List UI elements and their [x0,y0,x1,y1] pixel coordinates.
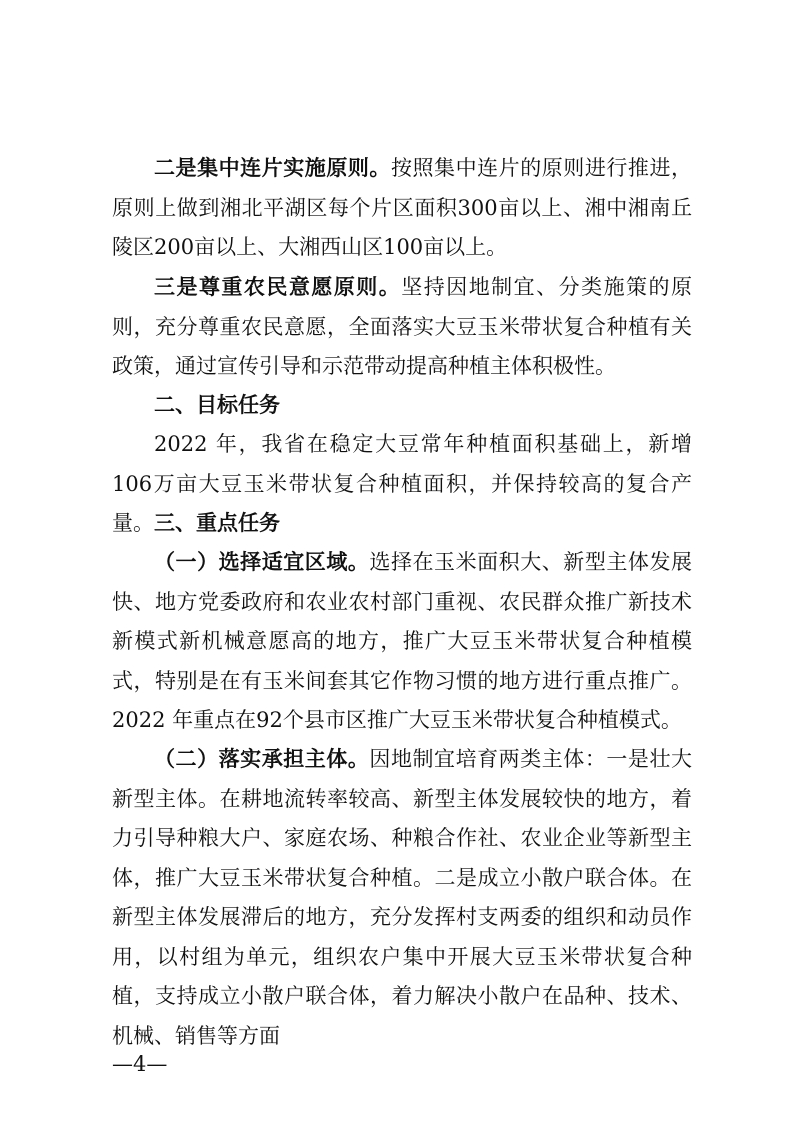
paragraph-lead: （一）选择适宜区域。 [154,550,370,574]
paragraph-body: 选择在玉米面积大、新型主体发展快、地方党委政府和农业农村部门重视、农民群众推广新技术新模式新机械意愿高的地方，推广大豆玉米带状复合种植模式，特别是在有玉米间套其它作物习惯的地方进行重点推广。2022 年重点在92个县市区推广大豆玉米带状复合种植模式。 [112,550,693,732]
section-heading-key-tasks: 三、重点任务 [154,511,280,535]
paragraph-body: 坚持因地制宜、分类施策的原则，充分尊重农民意愿，全面落实大豆玉米带状复合种植有关政策，通过宣传引导和示范带动提高种植主体积极性。 [112,275,693,378]
paragraph-body: 按照集中连片的原则进行推进，原则上做到湘北平湖区每个片区面积300亩以上、湘中湘南丘陵区200亩以上、大湘西山区100亩以上。 [112,156,693,259]
paragraph-concentrated-principle [112,149,692,268]
paragraph-lead: 三是尊重农民意愿原则。 [154,275,402,299]
paragraph-lead: 二是集中连片实施原则。 [154,156,391,180]
paragraph-implement-entities [112,740,692,1056]
paragraph-body: 因地制宜培育两类主体：一是壮大新型主体。在耕地流转率较高、新型主体发展较快的地方，着力引导种粮大户、家庭农场、种粮合作社、农业企业等新型主体，推广大豆玉米带状复合种植。二是成立小散户联合体。在新型主体发展滞后的地方，充分发挥村支两委的组织和动员作用，以村组为单元，组织农户集中开展大豆玉米带状复合种植，支持成立小散户联合体，着力解决小散户在品种、技术、机械、销售等方面 [112,747,693,1048]
paragraph-goals: 2022 年，我省在稳定大豆常年种植面积基础上，新增 106万亩大豆玉米带状复合种植面积，并保持较高的复合产量。 [112,432,692,535]
section-heading-goals: 二、目标任务 [154,393,280,417]
page-number: —4— [112,1052,168,1076]
paragraph-lead: （二）落实承担主体。 [154,747,370,771]
paragraph-select-area [112,543,692,741]
paragraph-respect-farmers-principle [112,268,692,387]
